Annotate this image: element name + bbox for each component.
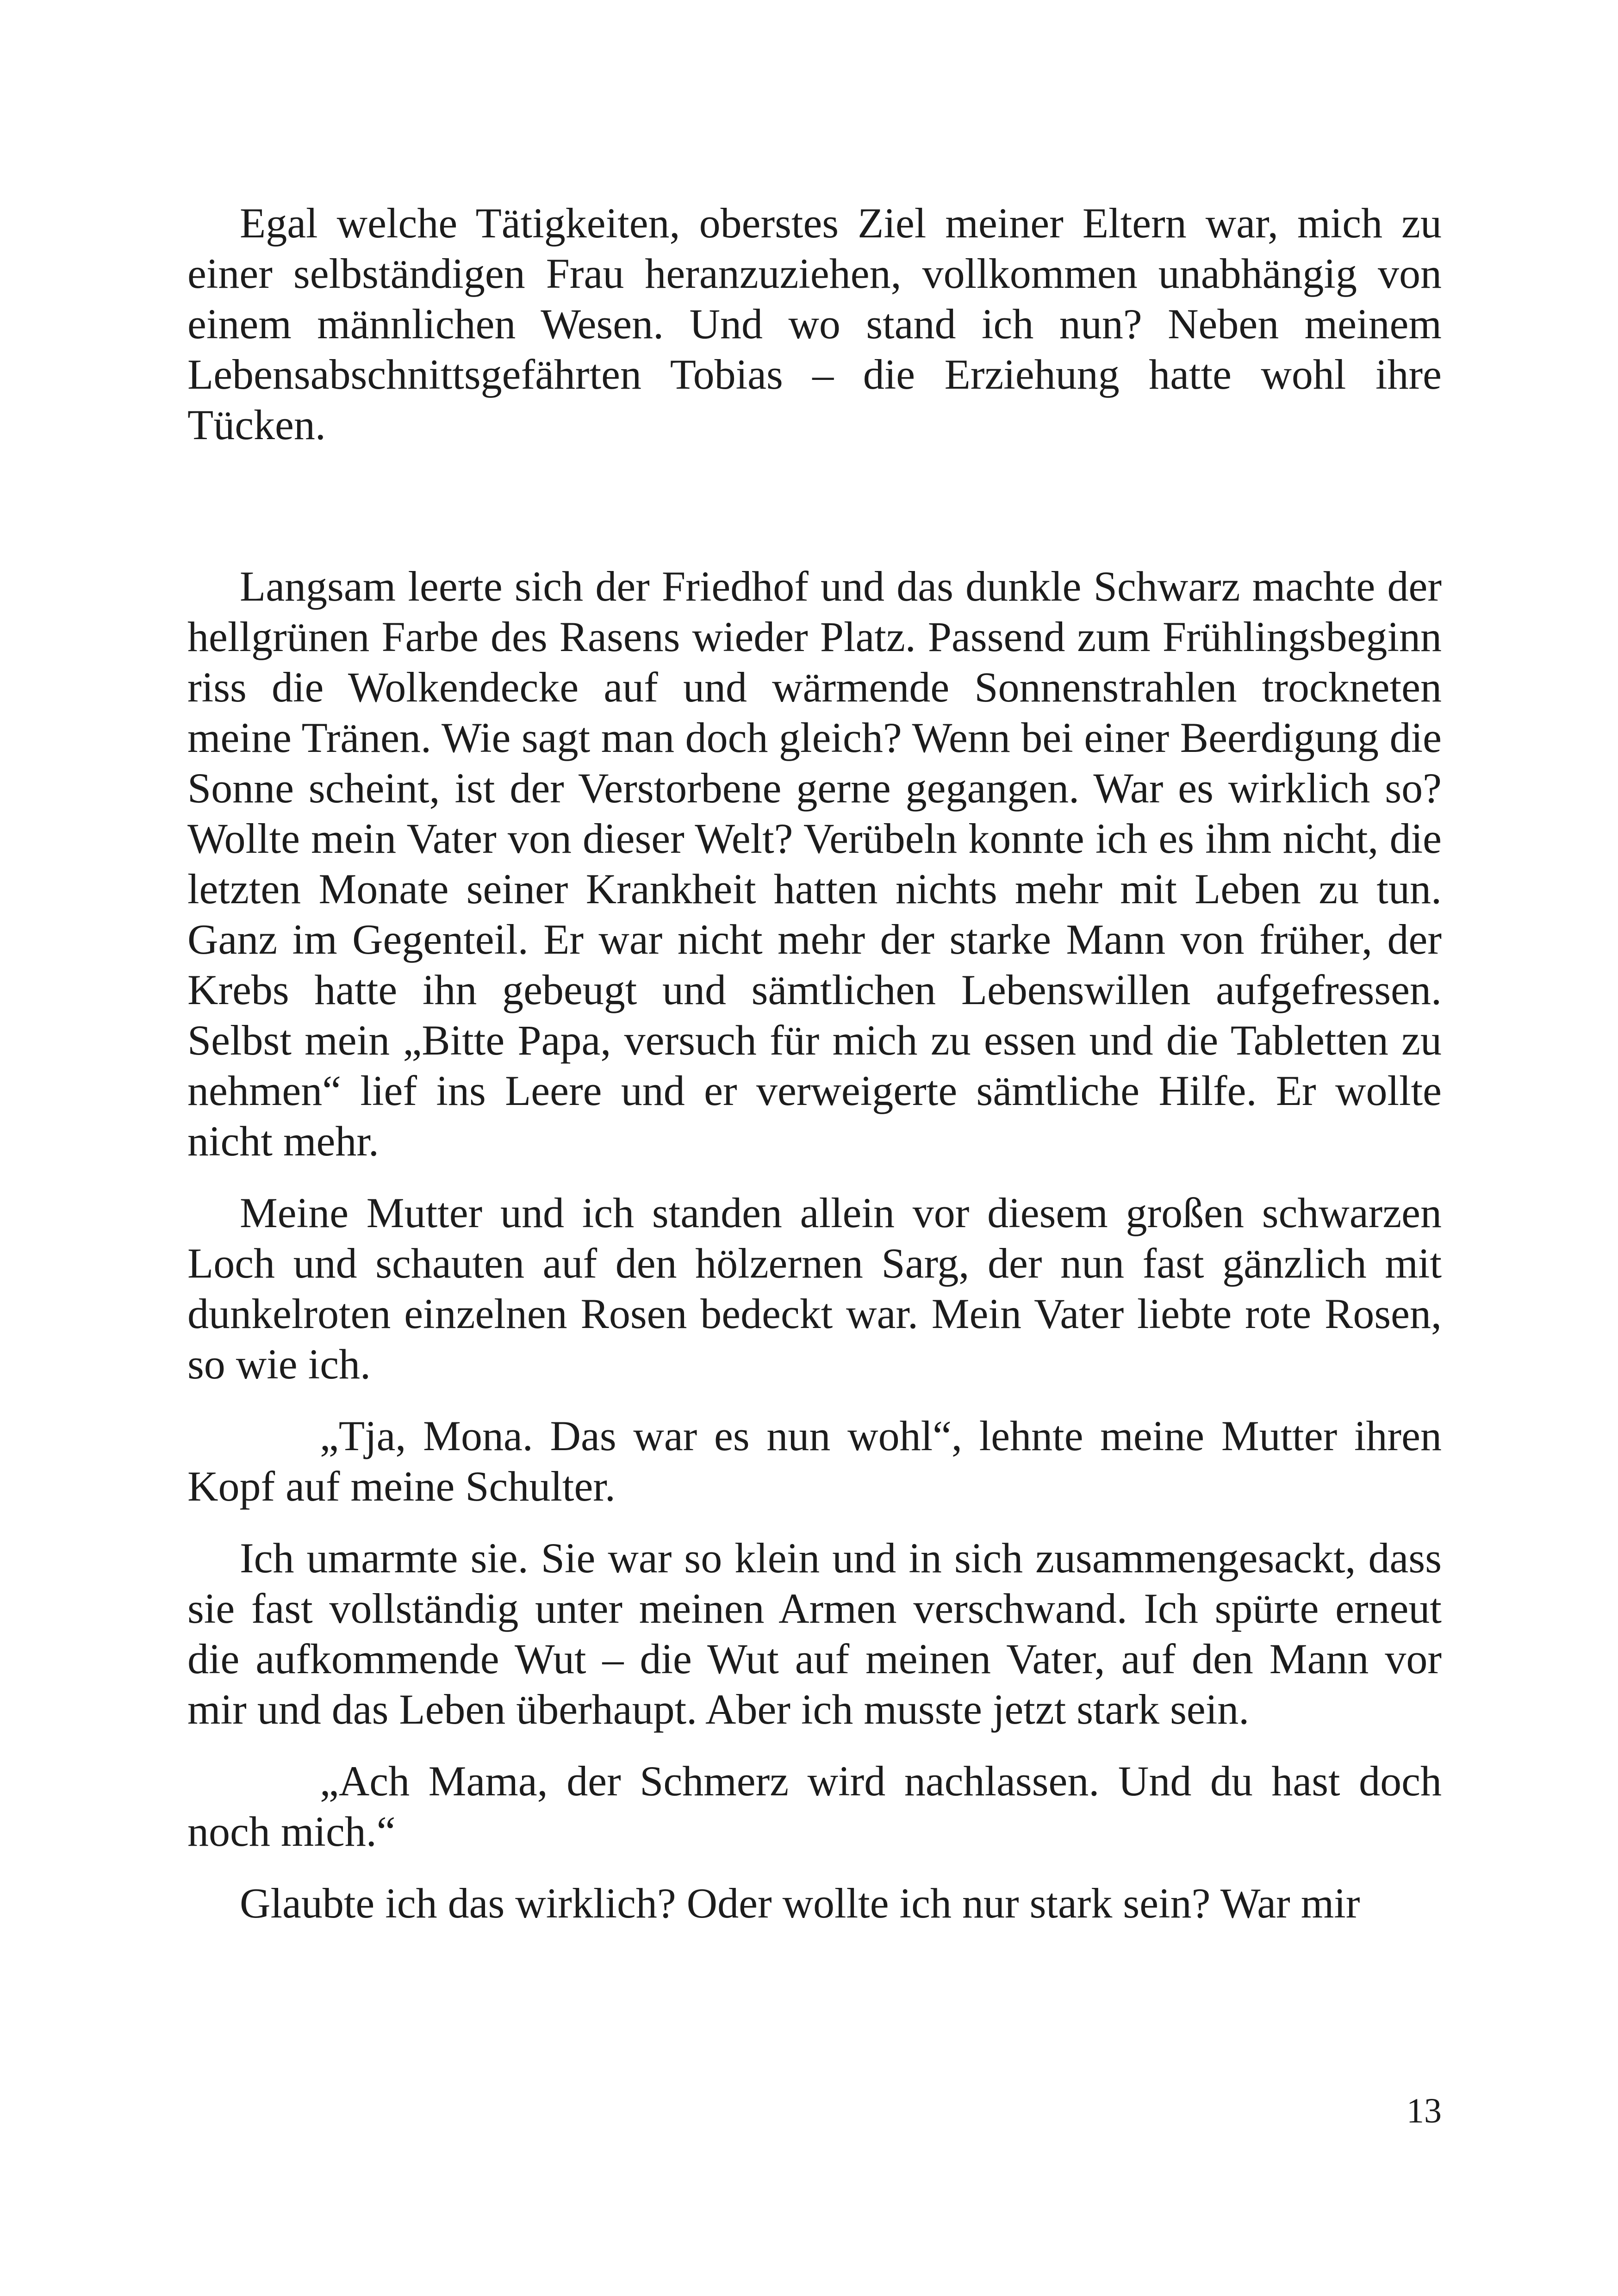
paragraph-embrace: Ich umarmte sie. Sie war so klein und in sich zusammengesackt, dass sie fast vollständig unter meinen Armen verschwand. Ich spürte erneut die aufkommende Wut – die Wut auf meinen Vater, auf den Mann vor mir und das Leben überhaupt. Aber ich musste jetzt stark sein.: [187, 1534, 1442, 1733]
paragraph-dialogue-mother: „Tja, Mona. Das war es nun wohl“, lehnte meine Mutter ihren Kopf auf meine Schulter.: [187, 1412, 1442, 1510]
page-number: 13: [1406, 2091, 1442, 2130]
page-body: [187, 198, 1442, 1929]
paragraph-doubt: Glaubte ich das wirklich? Oder wollte ich nur stark sein? War mir: [240, 1880, 1360, 1927]
paragraph-upbringing: Egal welche Tätigkeiten, oberstes Ziel meiner Eltern war, mich zu einer selbständigen Frau heranzuziehen, vollkommen unabhängig von einem männlichen Wesen. Und wo stand ich nun? Neben meinem Lebensabschnittsgefährten Tobias – die Erziehung hatte wohl ihre Tücken.: [187, 199, 1442, 448]
paragraph-dialogue-mona: „Ach Mama, der Schmerz wird nachlassen. Und du hast doch noch mich.“: [187, 1757, 1442, 1855]
paragraph-mother-and-grave: Meine Mutter und ich standen allein vor diesem großen schwarzen Loch und schauten auf den hölzernen Sarg, der nun fast gänzlich mit dunkelroten einzelnen Rosen bedeckt war. Mein Vater liebte rote Rosen, so wie ich.: [187, 1189, 1442, 1388]
paragraph-cemetery: Langsam leerte sich der Friedhof und das dunkle Schwarz machte der hellgrünen Farbe des Rasens wieder Platz. Passend zum Frühlingsbeginn riss die Wolkendecke auf und wärmende Sonnenstrahlen trockneten meine Tränen. Wie sagt man doch gleich? Wenn bei einer Beerdigung die Sonne scheint, ist der Verstorbene gerne gegangen. War es wirklich so? Wollte mein Vater von dieser Welt? Verübeln konnte ich es ihm nicht, die letzten Monate seiner Krankheit hatten nichts mehr mit Leben zu tun. Ganz im Gegenteil. Er war nicht mehr der starke Mann von früher, der Krebs hatte ihn gebeugt und sämtlichen Lebenswillen aufgefressen. Selbst mein „Bitte Papa, versuch für mich zu essen und die Tabletten zu nehmen“ lief ins Leere und er verweigerte sämtliche Hilfe. Er wollte nicht mehr.: [187, 563, 1442, 1165]
